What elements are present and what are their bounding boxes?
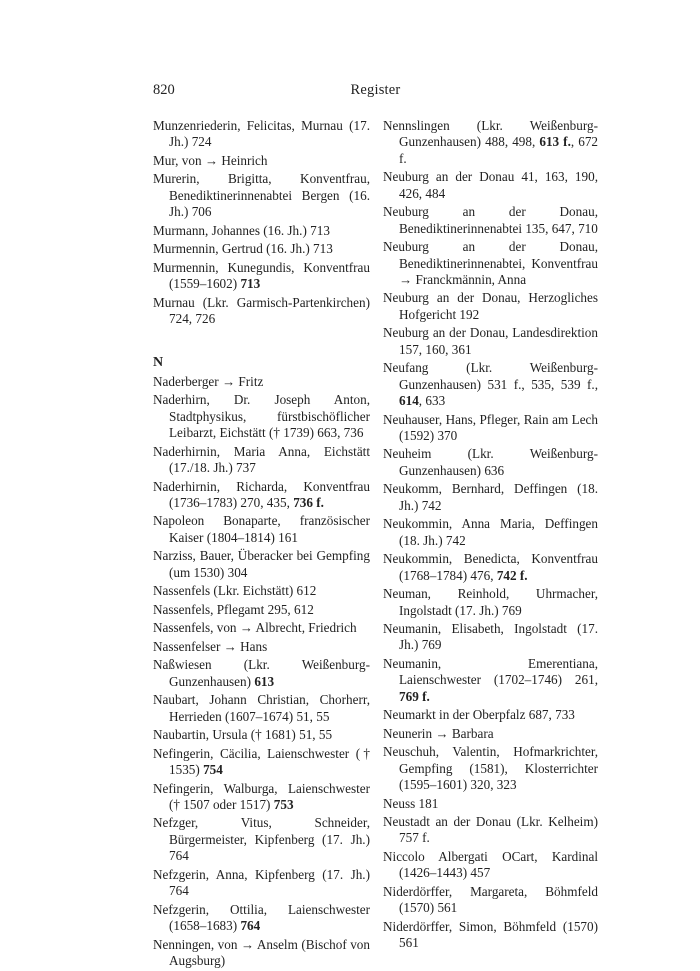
index-entry: Murnau (Lkr. Garmisch-Partenkirchen) 724, 726 (153, 294, 370, 327)
index-entry: Neukomm, Bernhard, Deffingen (18. Jh.) 742 (383, 481, 598, 513)
bold-page-ref: 613 f. (539, 134, 571, 150)
index-entry: Neufang (Lkr. Weißenburg-Gunzenhausen) 531 f., 535, 539 f., 614, 633 (383, 360, 598, 409)
running-title: Register (350, 82, 401, 98)
index-entry: Naßwiesen (Lkr. Weißenburg-Gunzenhausen) 613 (153, 657, 370, 689)
index-entry: Neumarkt in der Oberpfalz 687, 733 (383, 707, 575, 723)
index-entry: Murerin, Brigitta, Konventfrau, Benediktinerinnenabtei Bergen (16. Jh.) 706 (153, 171, 370, 220)
index-entry: Nefzger, Vitus, Schneider, Bürgermeister, Kipfenberg (17. Jh.) 764 (153, 815, 370, 864)
index-entry: Neuss 181 (383, 795, 439, 811)
index-entry: Napoleon Bonaparte, französischer Kaiser (1804–1814) 161 (153, 513, 370, 545)
letter-heading: N (153, 355, 164, 371)
index-entry: Naderhirnin, Richarda, Konventfrau (1736–1783) 270, 435, 736 f. (153, 478, 370, 510)
index-entry: Neustadt an der Donau (Lkr. Kelheim) 757 f. (383, 814, 598, 846)
index-entry: Nennslingen (Lkr. Weißenburg-Gunzenhausen) 488, 498, 613 f., 672 f. (383, 118, 599, 166)
index-entry: Naderhirn, Dr. Joseph Anton, Stadtphysikus, fürstbischöflicher Leibarzt, Eichstätt († 1739) 663, 736 (153, 392, 370, 441)
page-header (153, 82, 598, 102)
index-entry: Naubartin, Ursula († 1681) 51, 55 (153, 727, 333, 743)
index-entry: Munzenriederin, Felicitas, Murnau (17. Jh.) 724 (153, 118, 370, 150)
index-entry: Nefzgerin, Anna, Kipfenberg (17. Jh.) 764 (153, 866, 370, 899)
bold-page-ref: 713 (240, 276, 261, 292)
bold-page-ref: 614 (399, 393, 419, 409)
index-entry: Neukommin, Anna Maria, Deffingen (18. Jh.) 742 (383, 516, 598, 548)
index-entry: Nenningen, von → Anselm (Bischof von Augsburg) (153, 936, 370, 968)
index-entry: Neuschuh, Valentin, Hofmarkrichter, Gempfing (1581), Klosterrichter (1595–1601) 320, 323 (383, 744, 598, 793)
index-entry: Neuburg an der Donau, Herzogliches Hofgericht 192 (383, 290, 598, 322)
index-entry: Neukommin, Benedicta, Konventfrau (1768–1784) 476, 742 f. (383, 551, 598, 583)
index-entry: Niderdörffer, Margareta, Böhmfeld (1570) 561 (383, 883, 598, 916)
index-entry: Neuhauser, Hans, Pfleger, Rain am Lech (1592) 370 (383, 411, 598, 443)
index-entry: Mur, von → Heinrich (153, 152, 268, 168)
bold-page-ref: 613 (254, 673, 275, 689)
index-entry: Murmennin, Gertrud (16. Jh.) 713 (153, 241, 333, 257)
index-entry: Niderdörffer, Simon, Böhmfeld (1570) 561 (383, 918, 598, 951)
index-entry: Neuman, Reinhold, Uhrmacher, Ingolstadt (17. Jh.) 769 (383, 586, 598, 618)
index-entry: Neumanin, Elisabeth, Ingolstadt (17. Jh.) 769 (383, 621, 598, 653)
index-entry: Nefingerin, Cäcilia, Laienschwester († 1535) 754 (153, 745, 370, 777)
bold-page-ref: 764 (240, 918, 261, 934)
index-entry: Naderberger → Fritz (153, 373, 264, 389)
index-entry: Murmann, Johannes (16. Jh.) 713 (153, 222, 330, 238)
index-entry: Niccolo Albergati OCart, Kardinal (1426–1443) 457 (383, 848, 598, 881)
index-column-left (153, 118, 370, 971)
index-entry: Nassenfels (Lkr. Eichstätt) 612 (153, 583, 317, 599)
index-entries-n-continued (383, 118, 598, 952)
index-entry: Naderhirnin, Maria Anna, Eichstätt (17./18. Jh.) 737 (153, 443, 370, 476)
bold-page-ref: 754 (203, 762, 223, 777)
index-column-right (383, 118, 598, 954)
index-entry: Nassenfelser → Hans (153, 638, 268, 654)
index-entry: Murmennin, Kunegundis, Konventfrau (1559–1602) 713 (153, 259, 370, 292)
index-entry: Nassenfels, von → Albrecht, Friedrich (153, 620, 357, 636)
index-entry: Neuburg an der Donau, Landesdirektion 157, 160, 361 (383, 325, 598, 357)
index-entry: Nefzgerin, Ottilia, Laienschwester (1658–1683) 764 (153, 901, 370, 934)
bold-page-ref: 769 f. (399, 688, 430, 704)
index-entry: Nassenfels, Pflegamt 295, 612 (153, 601, 314, 617)
bold-page-ref: 736 f. (293, 494, 324, 510)
index-entry: Naubart, Johann Christian, Chorherr, Herrieden (1607–1674) 51, 55 (153, 692, 370, 724)
index-entry: Nefingerin, Walburga, Laienschwester († 1507 oder 1517) 753 (153, 780, 370, 812)
index-entry: Neuburg an der Donau 41, 163, 190, 426, 484 (383, 169, 598, 201)
index-entries-n (153, 374, 370, 970)
index-entry: Neumanin, Emerentiana, Laienschwester (1702–1746) 261, 769 f. (383, 655, 598, 704)
index-entry: Neunerin → Barbara (383, 725, 494, 741)
bold-page-ref: 742 f. (496, 567, 528, 583)
bold-page-ref: 753 (273, 796, 294, 812)
index-entry: Neuburg an der Donau, Benediktinerinnenabtei 135, 647, 710 (383, 204, 598, 236)
index-entry: Neuheim (Lkr. Weißenburg-Gunzenhausen) 636 (383, 446, 598, 478)
index-entry: Neuburg an der Donau, Benediktinerinnenabtei, Konventfrau → Franckmännin, Anna (383, 239, 598, 287)
index-entries-m (153, 118, 370, 327)
page-number: 820 (153, 82, 175, 98)
index-entry: Narziss, Bauer, Überacker bei Gempfing (um 1530) 304 (153, 548, 370, 580)
